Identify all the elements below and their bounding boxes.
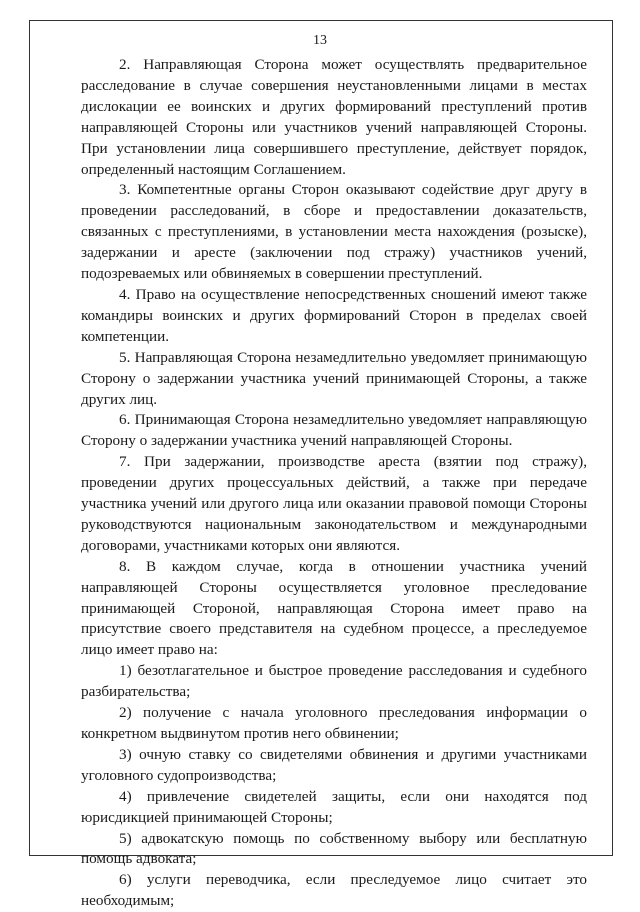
paragraph-2: 2. Направляющая Сторона может осуществлять предварительное расследование в случае совершения неустановленными лицами в местах дислокации ее воинских и других формирований преступлений против направляющей Стороны или участников учений направляющей Стороны. При установлении лица совершившего преступление, действует порядок, определенный настоящим Соглашением. [81, 56, 587, 178]
paragraph-5: 5. Направляющая Сторона незамедлительно уведомляет принимающую Сторону о задержании участника учений принимающей Стороны, а также других лиц. [81, 348, 587, 408]
paragraph-3: 3. Компетентные органы Сторон оказывают содействие друг другу в проведении расследований, в сборе и предоставлении доказательств, связанных с преступлениями, в установлении места нахождения (розыске), задержании и аресте (заключении под стражу) участников учений, подозреваемых или обвиняемых в совершении преступлений. [81, 181, 587, 283]
list-item-3: 3) очную ставку со свидетелями обвинения и другими участниками уголовного судопроизводства; [81, 745, 587, 784]
list-item-2: 2) получение с начала уголовного преследования информации о конкретном выдвинутом против него обвинении; [81, 704, 587, 742]
list-item-4: 4) привлечение свидетелей защиты, если они находятся под юрисдикцией принимающей Стороны; [81, 787, 587, 826]
page-number: 13 [313, 33, 327, 48]
paragraph-7: 7. При задержании, производстве ареста (взятии под стражу), проведении других процессуальных действий, а также при передаче участника учений или другого лица или оказании правовой помощи Стороны руководствуются национальным законодательством и международными договорами, участниками которых они являются. [81, 453, 587, 554]
list-item-1: 1) безотлагательное и быстрое проведение расследования и судебного разбирательства; [81, 662, 587, 701]
list-item-5: 5) адвокатскую помощь по собственному выбору или бесплатную помощь адвоката; [81, 829, 587, 868]
paragraph-8: 8. В каждом случае, когда в отношении участника учений направляющей Стороны осуществляется уголовное преследование принимающей Стороной, направляющая Сторона имеет право на присутствие своего представителя на судебном процессе, а преследуемое лицо имеет право на: [81, 557, 587, 659]
list-item-6: 6) услуги переводчика, если преследуемое лицо считает это необходимым; [81, 871, 587, 910]
paragraph-4: 4. Право на осуществление непосредственных сношений имеют также командиры воинских и других формирований Сторон в пределах своей компетенции. [81, 285, 587, 345]
paragraph-6: 6. Принимающая Сторона незамедлительно уведомляет направляющую Сторону о задержании участника учений направляющей Стороны. [81, 411, 587, 450]
document-body [81, 55, 587, 912]
